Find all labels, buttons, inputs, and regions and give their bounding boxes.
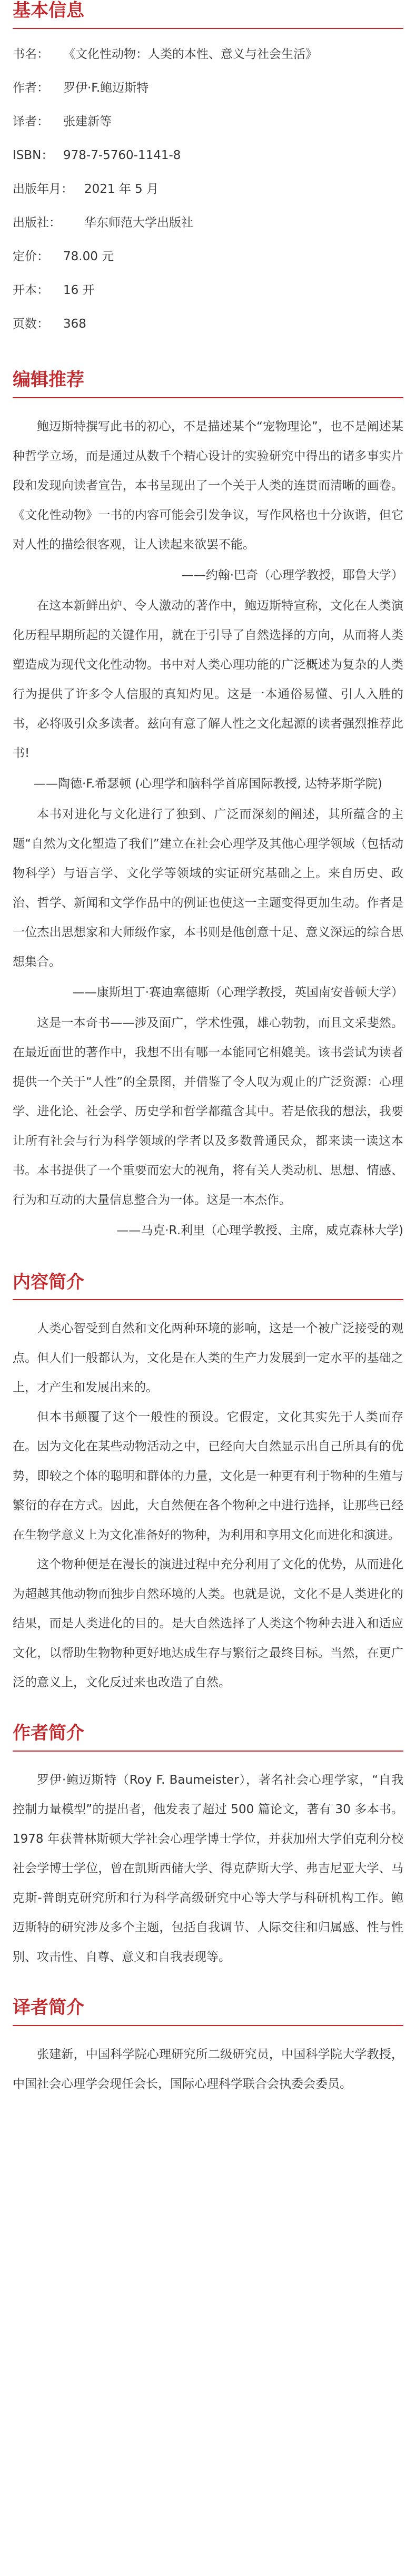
recommend-section xyxy=(13,369,403,1246)
author-section xyxy=(13,1723,403,1972)
section-divider xyxy=(13,1751,403,1752)
translator-paragraph: 张建新，中国科学院心理研究所二级研究员，中国科学院大学教授，中国社会心理学会现任会长，国际心理科学联合会执委会委员。 xyxy=(13,2047,403,2091)
info-key: 定价： xyxy=(13,249,49,263)
summary-paragraph-1: 人类心智受到自然和文化两种环境的影响，这是一个被广泛接受的观点。但人们一般都认为，文化是在人类的生产力发展到一定水平的基础之上，才产生和发展出来的。 xyxy=(13,1322,403,1395)
recommend-signature-1: ——约翰·巴奇（心理学教授，耶鲁大学） xyxy=(181,568,403,582)
summary-title: 内容简介 xyxy=(13,1271,84,1293)
info-row-author xyxy=(13,71,403,105)
recommend-paragraph-3: 本书对进化与文化进行了独到、广泛而深刻的阐述，其所蕴含的主题“自然为文化塑造了我们”建立在社会心理学及其他心理学领域（包括动物科学）与语言学、文化学等领域的实证研究基础之上。来自历史、政治、哲学、新闻和文学作品中的例证也使这一主题变得更加生动。作者是一位杰出思想家和大师级作家，本书则是他创意十足、意义深远的综合思想集合。 xyxy=(13,807,403,969)
summary-paragraph-3: 这个物种便是在漫长的演进过程中充分利用了文化的优势，从而进化为超越其他动物而独步自然环境的人类。也就是说，文化不是人类进化的结果，而是人类进化的目的。是大自然选择了人类这个物种去进入和适应文化，以帮助生物物种更好地达成生存与繁衍之最终目标。当然，在更广泛的意义上，文化反过来也改造了自然。 xyxy=(13,1558,403,1690)
info-row-translator xyxy=(13,105,403,139)
author-paragraph: 罗伊·鲍迈斯特（Roy F. Baumeister），著名社会心理学家，“自我控制力量模型”的提出者，他发表了超过 500 篇论文，著有 30 多本书。1978 年获普林斯顿大学社会心理学博士学位，并获加州大学伯克利分校社会学博士学位，曾在凯斯西储大学、得克萨斯大学、弗吉尼亚大学、马克斯-普朗克研究所和行为科学高级研究中心等大学与科研机构工作。鲍迈斯特的研究涉及多个主题，包括自我调节、人际交往和归属感、性与性别、攻击性、自尊、意义和自我表现等。 xyxy=(13,1773,403,1964)
info-value: 华东师范大学出版社 xyxy=(84,215,193,230)
basic-info-section xyxy=(13,0,403,341)
info-key: 作者： xyxy=(13,81,49,95)
author-title: 作者简介 xyxy=(13,1723,84,1744)
info-value: 2021 年 5 月 xyxy=(84,182,159,196)
info-value: 罗伊·F.鲍迈斯特 xyxy=(63,81,149,95)
recommend-signature-3: ——康斯坦丁·赛迪塞德斯（心理学教授，英国南安普顿大学） xyxy=(72,985,403,999)
info-value: 368 xyxy=(63,317,86,331)
recommend-paragraph-1: 鲍迈斯特撰写此书的初心，不是描述某个“宠物理论”，也不是阐述某种哲学立场，而是通过从数千个精心设计的实验研究中得出的诸多事实片段和发现向读者宣告，本书呈现出了一个关于人类的连贯而清晰的画卷。《文化性动物》一书的内容可能会引发争议，写作风格也十分诙谐，但它对人性的描绘很客观，让人读起来欲罢不能。 xyxy=(13,419,403,552)
info-key: 出版社： xyxy=(13,215,61,230)
info-value: 16 开 xyxy=(63,283,95,297)
recommend-signature-4: ——马克·R.利里（心理学教授、主席，威克森林大学) xyxy=(116,1223,403,1237)
basic-info-title: 基本信息 xyxy=(13,0,84,21)
info-row-price xyxy=(13,240,403,273)
summary-paragraph-2: 但本书颠覆了这个一般性的预设。它假定，文化其实先于人类而存在。因为文化在某些动物活动之中，已经向大自然显示出自己所具有的优势，即较之个体的聪明和群体的力量，文化是一种更有利于物种的生殖与繁衍的存在方式。因此，大自然便在各个物种之中进行选择，让那些已经在生物学意义上为文化准备好的物种，为利用和享用文化而进化和演进。 xyxy=(13,1410,403,1542)
section-divider xyxy=(13,1299,403,1300)
info-key: 开本： xyxy=(13,283,49,297)
info-row-title xyxy=(13,37,403,71)
section-divider xyxy=(13,397,403,398)
recommend-paragraph-4: 这是一本奇书——涉及面广，学术性强，雄心勃勃，而且文采斐然。在最近面世的著作中，我想不出有哪一本能同它相媲美。该书尝试为读者提供一个关于“人性”的全景图，并借鉴了令人叹为观止的广泛资源：心理学、进化论、社会学、历史学和哲学都蕴含其中。若是依我的想法，我要让所有社会与行为科学领域的学者以及多数普通民众，都来读一读这本书。本书提供了一个重要而宏大的视角，将有关人类动机、思想、情感、行为和互动的大量信息整合为一体。这是一本杰作。 xyxy=(13,1016,403,1207)
translator-title: 译者简介 xyxy=(13,1997,84,2019)
recommend-paragraph-2: 在这本新鲜出炉、令人激动的著作中，鲍迈斯特宣称，文化在人类演化历程早期所起的关键作用，就在于引导了自然选择的方向，从而将人类塑造成为现代文化性动物。书中对人类心理功能的广泛概述为复杂的人类行为提供了许多令人信服的真知灼见。这是一本通俗易懂、引人入胜的书，必将吸引众多读者。兹向有意了解人性之文化起源的读者强烈推荐此书! xyxy=(13,598,403,760)
info-key: 出版年月： xyxy=(13,182,73,196)
section-divider xyxy=(13,2025,403,2026)
info-row-pages xyxy=(13,307,403,341)
info-row-publisher xyxy=(13,206,403,240)
info-row-format xyxy=(13,273,403,307)
recommend-signature-2: ——陶德·F.希瑟顿 (心理学和脑科学首席国际教授, 达特茅斯学院) xyxy=(33,776,383,791)
info-row-pubdate xyxy=(13,172,403,206)
info-value: 张建新等 xyxy=(63,114,112,129)
section-divider xyxy=(13,28,403,29)
info-key: 书名： xyxy=(13,47,49,61)
info-key: ISBN： xyxy=(13,148,54,162)
info-value: 78.00 元 xyxy=(63,249,114,263)
summary-section xyxy=(13,1272,403,1698)
info-key: 译者： xyxy=(13,114,49,129)
recommend-title: 编辑推荐 xyxy=(13,369,84,390)
info-list xyxy=(13,37,403,341)
info-value: 《文化性动物：人类的本性、意义与社会生活》 xyxy=(63,47,318,61)
translator-section xyxy=(13,1997,403,2099)
info-row-isbn xyxy=(13,139,403,172)
info-key: 页数： xyxy=(13,317,49,331)
info-value: 978-7-5760-1141-8 xyxy=(63,148,181,162)
